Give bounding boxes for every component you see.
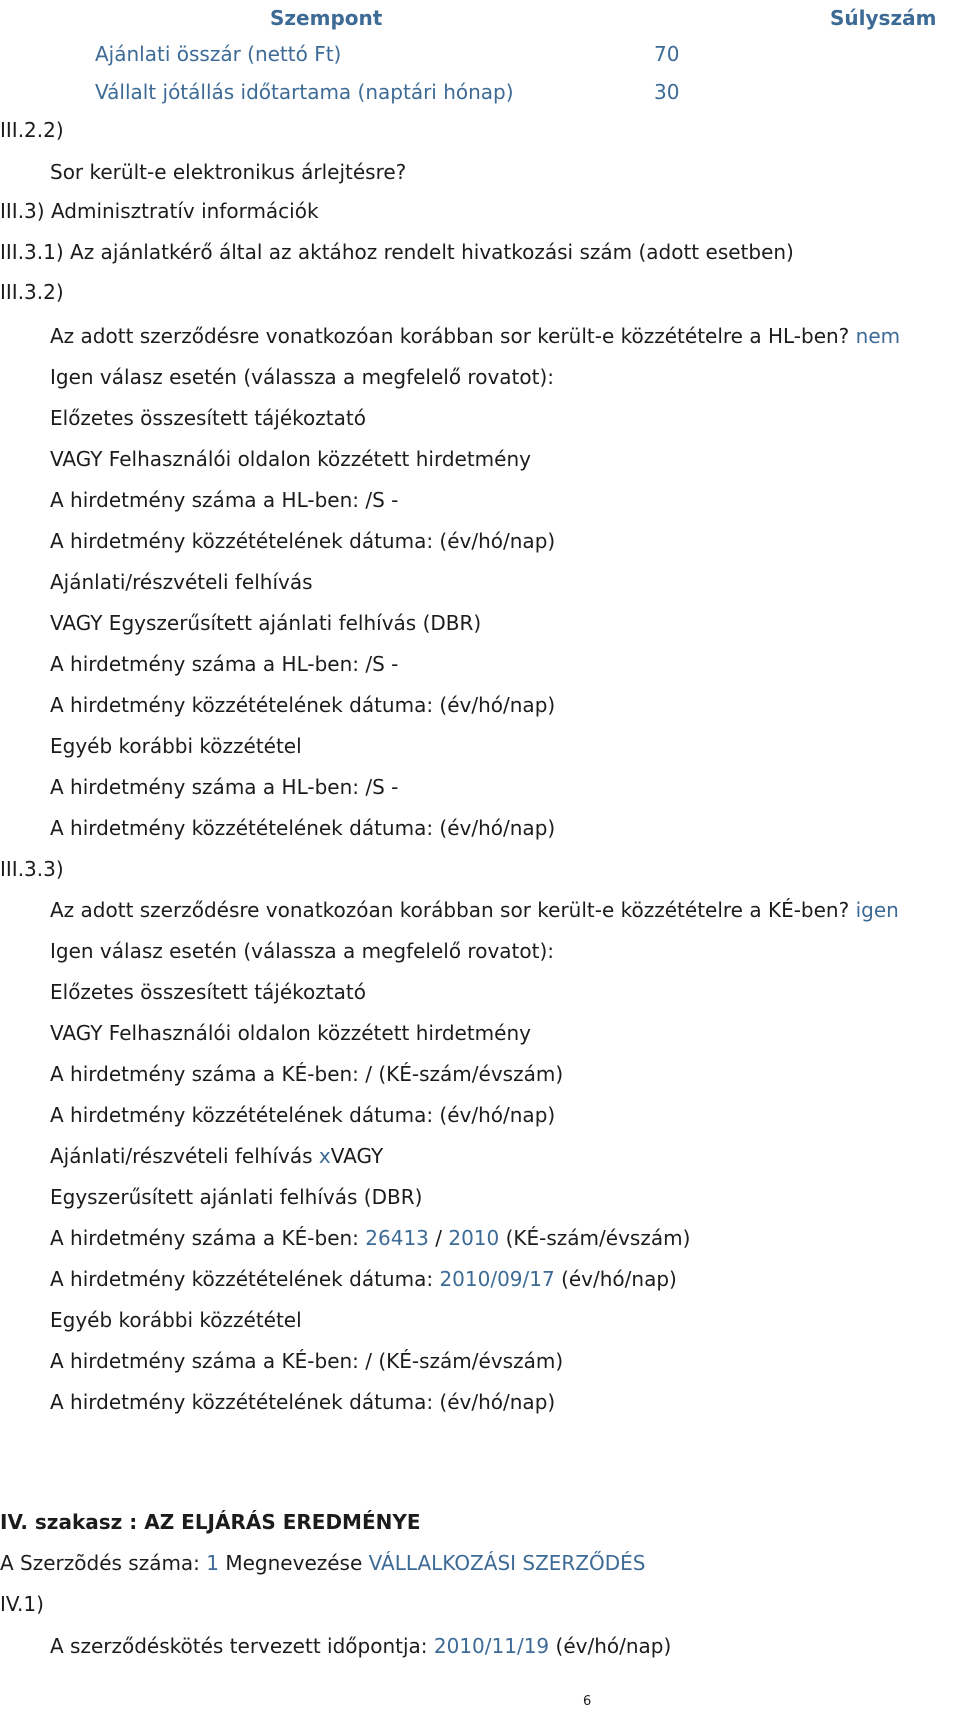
ke-line: A hirdetmény közzétételének dátuma: (év/hó/nap)	[50, 1390, 556, 1414]
contract-date-line	[50, 1632, 671, 1660]
section-code-iii-3-2: III.3.2)	[0, 280, 64, 304]
question-hl-text: Az adott szerződésre vonatkozóan korábban sor került-e közzétételre a HL-ben?	[50, 324, 850, 348]
ke-line: Előzetes összesített tájékoztató	[50, 980, 366, 1004]
hl-line: Előzetes összesített tájékoztató	[50, 406, 366, 430]
contract-date-label: A szerződéskötés tervezett időpontja:	[50, 1634, 434, 1658]
question-ke	[50, 896, 899, 924]
section-code-iv-1: IV.1)	[0, 1592, 44, 1616]
contract-number: 1	[206, 1551, 220, 1575]
criterion-weight: 70	[654, 42, 680, 66]
ke-ajanlati-line	[50, 1142, 383, 1170]
hl-line: A hirdetmény közzétételének dátuma: (év/hó/nap)	[50, 529, 556, 553]
ke-date-label: A hirdetmény közzétételének dátuma:	[50, 1267, 440, 1291]
hl-line: VAGY Egyszerűsített ajánlati felhívás (DBR)	[50, 611, 482, 635]
criterion-label: Vállalt jótállás időtartama (naptári hónap)	[95, 80, 514, 104]
answer-hl: nem	[855, 324, 901, 348]
contract-name-label: Megnevezése	[219, 1551, 369, 1575]
criterion-label: Ajánlati összár (nettó Ft)	[95, 42, 342, 66]
ke-date-suffix: (év/hó/nap)	[554, 1267, 677, 1291]
ke-year-value: 2010	[448, 1226, 500, 1250]
hl-line: A hirdetmény száma a HL-ben: /S -	[50, 652, 399, 676]
ke-number-label: A hirdetmény száma a KÉ-ben:	[50, 1226, 366, 1250]
hl-line: A hirdetmény száma a HL-ben: /S -	[50, 775, 399, 799]
contract-date-suffix: (év/hó/nap)	[549, 1634, 672, 1658]
ke-date-value: 2010/09/17	[439, 1267, 555, 1291]
section-title-iv: IV. szakasz : AZ ELJÁRÁS EREDMÉNYE	[0, 1510, 421, 1534]
ke-line: Egyszerűsített ajánlati felhívás (DBR)	[50, 1185, 423, 1209]
ke-line: A hirdetmény közzétételének dátuma: (év/hó/nap)	[50, 1103, 556, 1127]
ke-line: A hirdetmény száma a KÉ-ben: / (KÉ-szám/évszám)	[50, 1062, 564, 1086]
checked-mark: x	[318, 1144, 331, 1168]
ke-line: A hirdetmény száma a KÉ-ben: / (KÉ-szám/évszám)	[50, 1349, 564, 1373]
hl-line: Egyéb korábbi közzététel	[50, 734, 302, 758]
hl-line: A hirdetmény száma a HL-ben: /S -	[50, 488, 399, 512]
ke-vagy-text: VAGY	[330, 1144, 384, 1168]
question-hl	[50, 322, 900, 350]
section-iii-3-1: III.3.1) Az ajánlatkérő által az aktához rendelt hivatkozási szám (adott esetben)	[0, 240, 794, 264]
ke-line: VAGY Felhasználói oldalon közzétett hirdetmény	[50, 1021, 531, 1045]
contract-number-label: A Szerzõdés száma:	[0, 1551, 207, 1575]
section-code-iii-2-2: III.2.2)	[0, 118, 64, 142]
hl-line: A hirdetmény közzétételének dátuma: (év/hó/nap)	[50, 816, 556, 840]
ke-number-value: 26413	[365, 1226, 429, 1250]
question-auction: Sor került-e elektronikus árlejtésre?	[50, 160, 407, 184]
ke-ajanlati-text: Ajánlati/részvételi felhívás	[50, 1144, 319, 1168]
ke-line: Igen válasz esetén (válassza a megfelelő rovatot):	[50, 939, 555, 963]
hl-line: Ajánlati/részvételi felhívás	[50, 570, 313, 594]
section-title-iii-3: III.3) Adminisztratív információk	[0, 199, 319, 223]
ke-line: Egyéb korábbi közzététel	[50, 1308, 302, 1332]
ke-number-line	[50, 1224, 690, 1252]
ke-number-suffix: (KÉ-szám/évszám)	[499, 1226, 691, 1250]
criteria-header-criterion: Szempont	[270, 6, 383, 30]
contract-date-value: 2010/11/19	[433, 1634, 550, 1658]
question-ke-text: Az adott szerződésre vonatkozóan korábban sor került-e közzétételre a KÉ-ben?	[50, 898, 850, 922]
ke-number-sep: /	[428, 1226, 449, 1250]
hl-line: Igen válasz esetén (válassza a megfelelő rovatot):	[50, 365, 555, 389]
hl-line: VAGY Felhasználói oldalon közzétett hirdetmény	[50, 447, 531, 471]
contract-line	[0, 1549, 646, 1577]
page-number: 6	[583, 1694, 592, 1709]
ke-date-line	[50, 1265, 677, 1293]
criteria-header-weight: Súlyszám	[830, 6, 937, 30]
hl-line: A hirdetmény közzétételének dátuma: (év/hó/nap)	[50, 693, 556, 717]
answer-ke: igen	[855, 898, 899, 922]
section-code-iii-3-3: III.3.3)	[0, 857, 64, 881]
contract-name: VÁLLALKOZÁSI SZERZŐDÉS	[368, 1551, 646, 1575]
criterion-weight: 30	[654, 80, 680, 104]
